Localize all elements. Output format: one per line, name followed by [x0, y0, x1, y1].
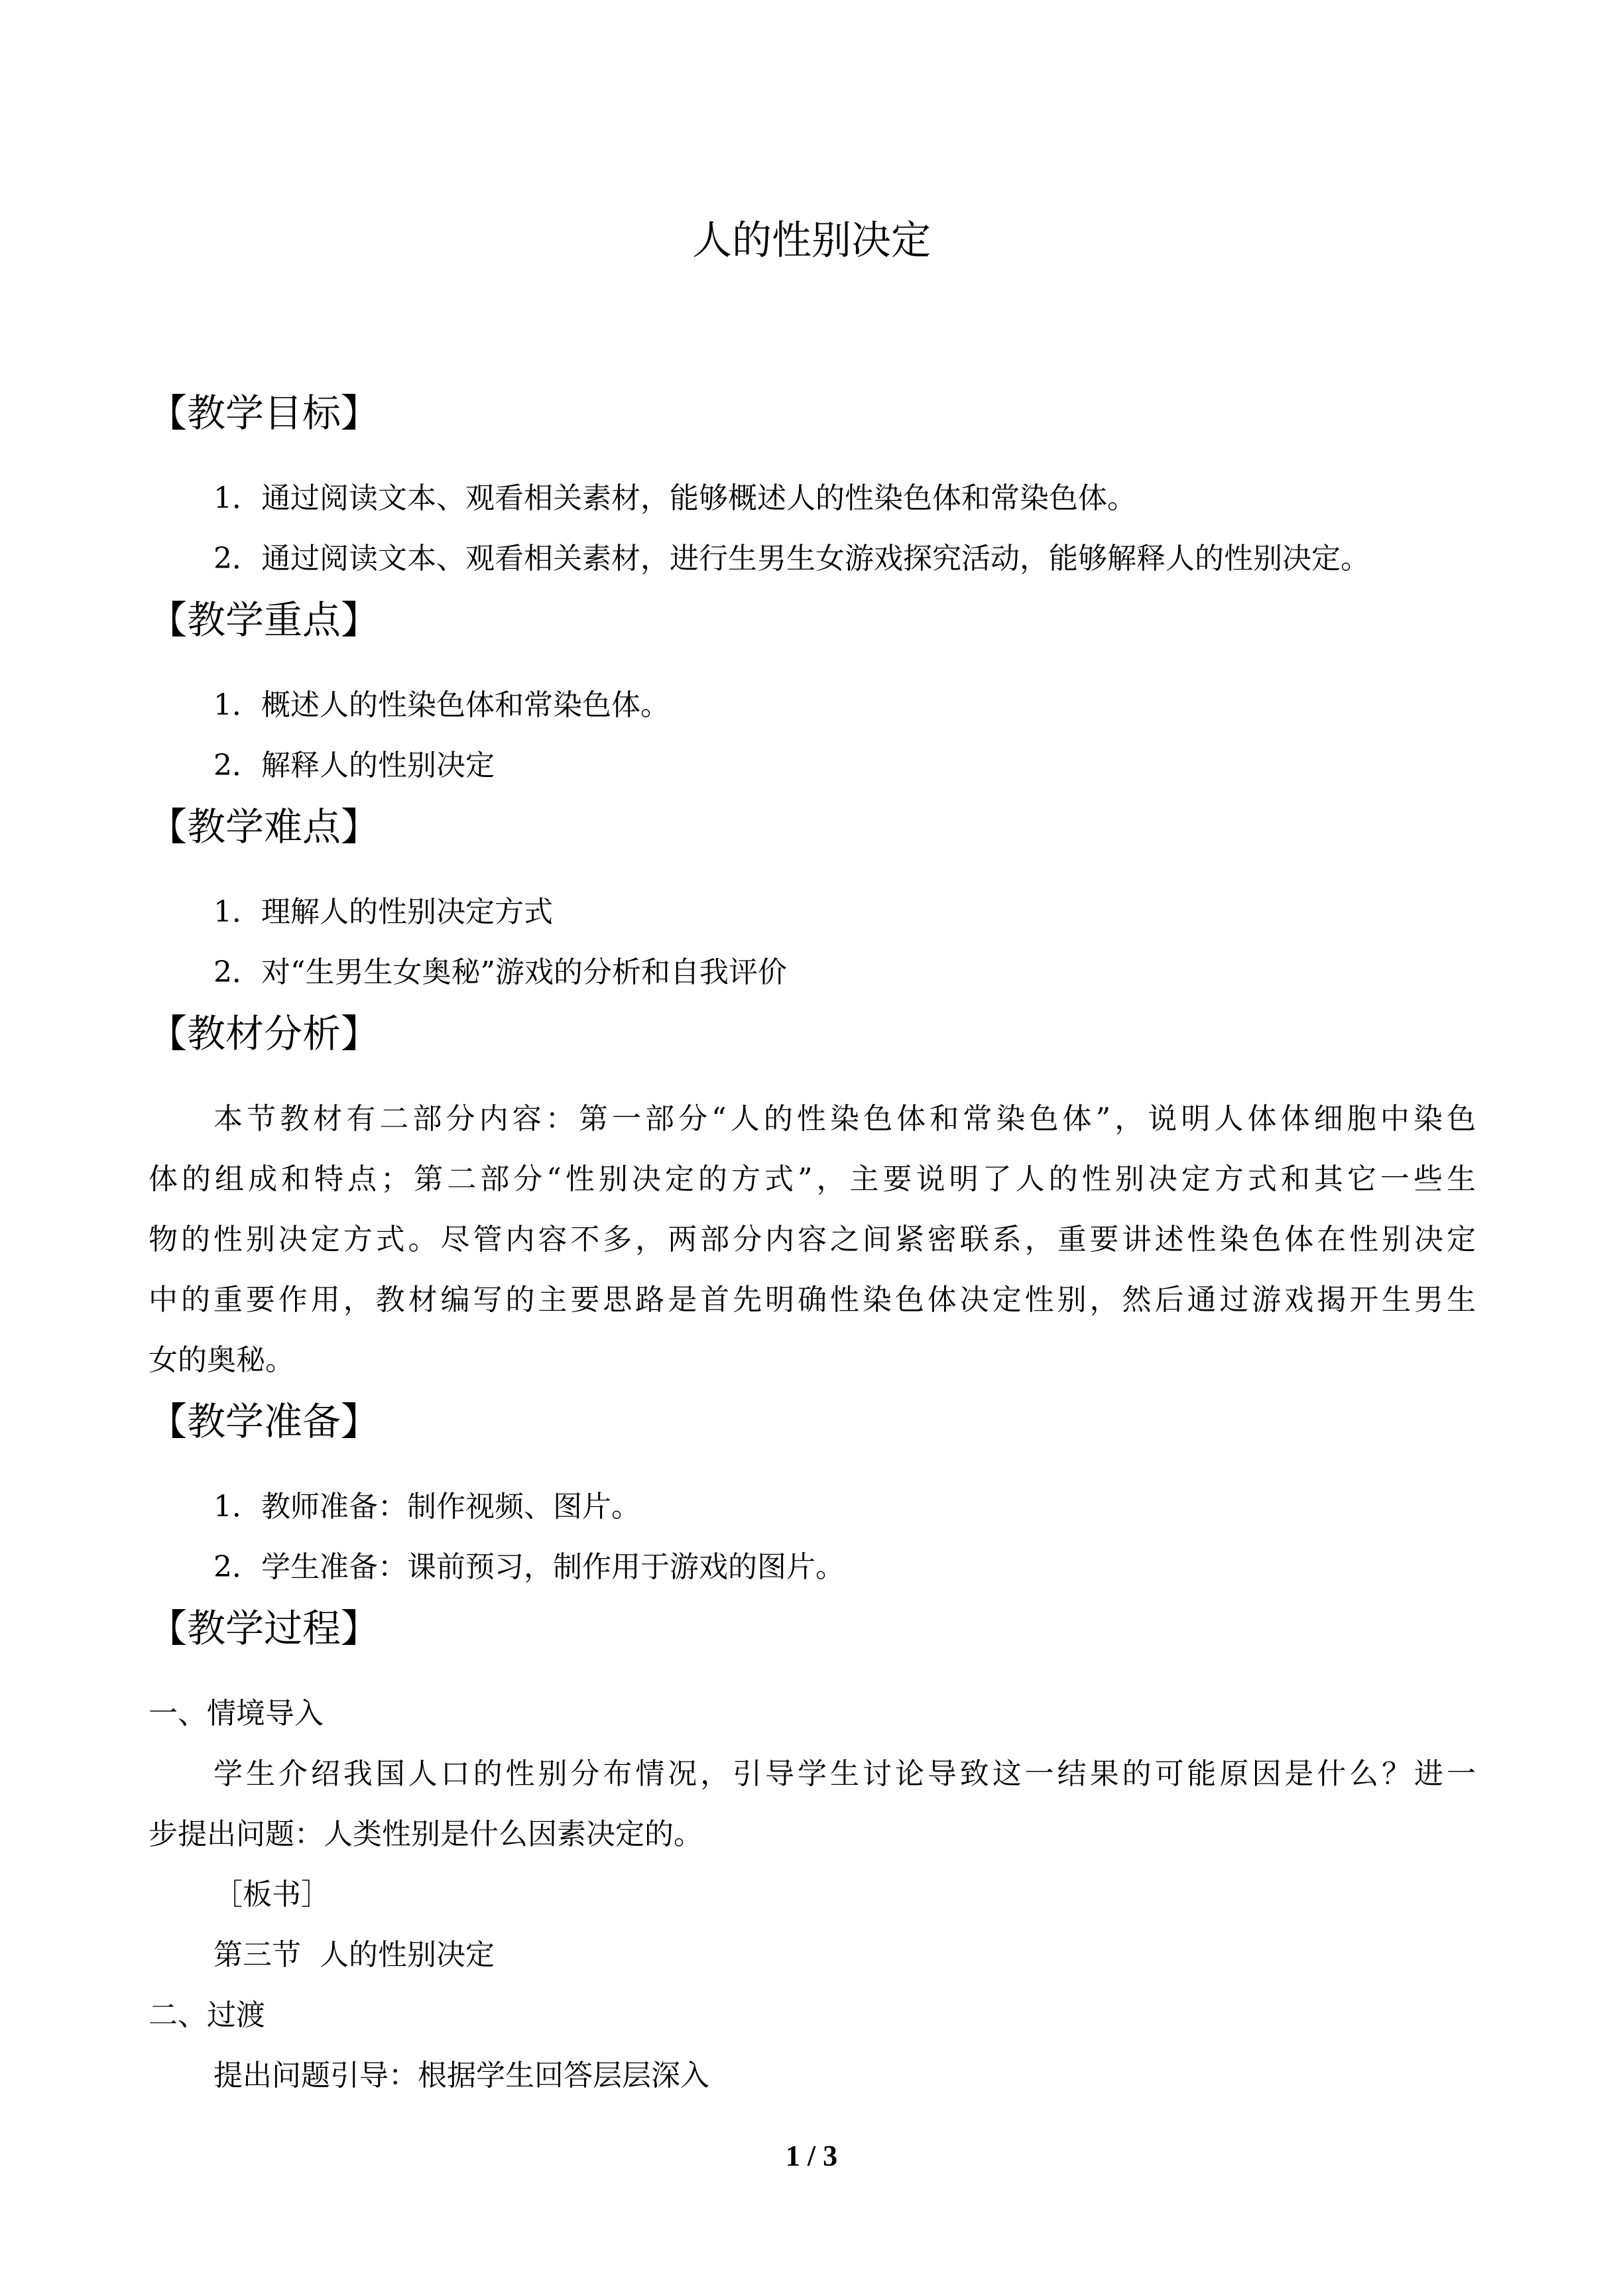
key-point-item-2: 2．解释人的性别决定 [213, 749, 495, 782]
heading-key-points: 【教学重点】 [149, 597, 380, 642]
process-step1-line-1: 学生介绍我国人口的性别分布情况，引导学生讨论导致这一结果的可能原因是什么？进一 [213, 1757, 1476, 1791]
objective-item-2: 2．通过阅读文本、观看相关素材，进行生男生女游戏探究活动，能够解释人的性别决定。 [213, 542, 1370, 575]
heading-preparation: 【教学准备】 [149, 1399, 380, 1444]
analysis-line-5: 女的奥秘。 [149, 1343, 294, 1377]
heading-process: 【教学过程】 [149, 1606, 380, 1651]
analysis-line-3: 物的性别决定方式。尽管内容不多，两部分内容之间紧密联系，重要讲述性染色体在性别决定 [149, 1223, 1476, 1256]
difficulty-item-2: 2．对“生男生女奥秘”游戏的分析和自我评价 [213, 955, 787, 989]
page-number: 1 / 3 [785, 2140, 838, 2172]
preparation-item-1: 1．教师准备：制作视频、图片。 [213, 1490, 640, 1524]
process-step1-title: 一、情境导入 [149, 1697, 324, 1730]
analysis-line-4: 中的重要作用，教材编写的主要思路是首先明确性染色体决定性别，然后通过游戏揭开生男生 [149, 1283, 1476, 1317]
document-title: 人的性别决定 [692, 217, 931, 264]
process-step1-line-2: 步提出问题：人类性别是什么因素决定的。 [149, 1817, 703, 1851]
process-step2-title: 二、过渡 [149, 1998, 265, 2032]
heading-objectives: 【教学目标】 [149, 391, 380, 436]
process-board-text: 第三节 人的性别决定 [213, 1938, 495, 1972]
heading-difficulties: 【教学难点】 [149, 804, 380, 849]
process-board-label: ［板书］ [213, 1878, 330, 1911]
difficulty-item-1: 1．理解人的性别决定方式 [213, 895, 553, 929]
preparation-item-2: 2．学生准备：课前预习，制作用于游戏的图片。 [213, 1550, 845, 1584]
objective-item-1: 1．通过阅读文本、观看相关素材，能够概述人的性染色体和常染色体。 [213, 481, 1136, 515]
key-point-item-1: 1．概述人的性染色体和常染色体。 [213, 688, 670, 722]
analysis-line-2: 体的组成和特点；第二部分“性别决定的方式”，主要说明了人的性别决定方式和其它一些生 [149, 1162, 1476, 1196]
heading-analysis: 【教材分析】 [149, 1011, 380, 1056]
process-step2-line: 提出问题引导：根据学生回答层层深入 [213, 2059, 709, 2092]
analysis-line-1: 本节教材有二部分内容：第一部分“人的性染色体和常染色体”，说明人体体细胞中染色 [213, 1102, 1476, 1136]
